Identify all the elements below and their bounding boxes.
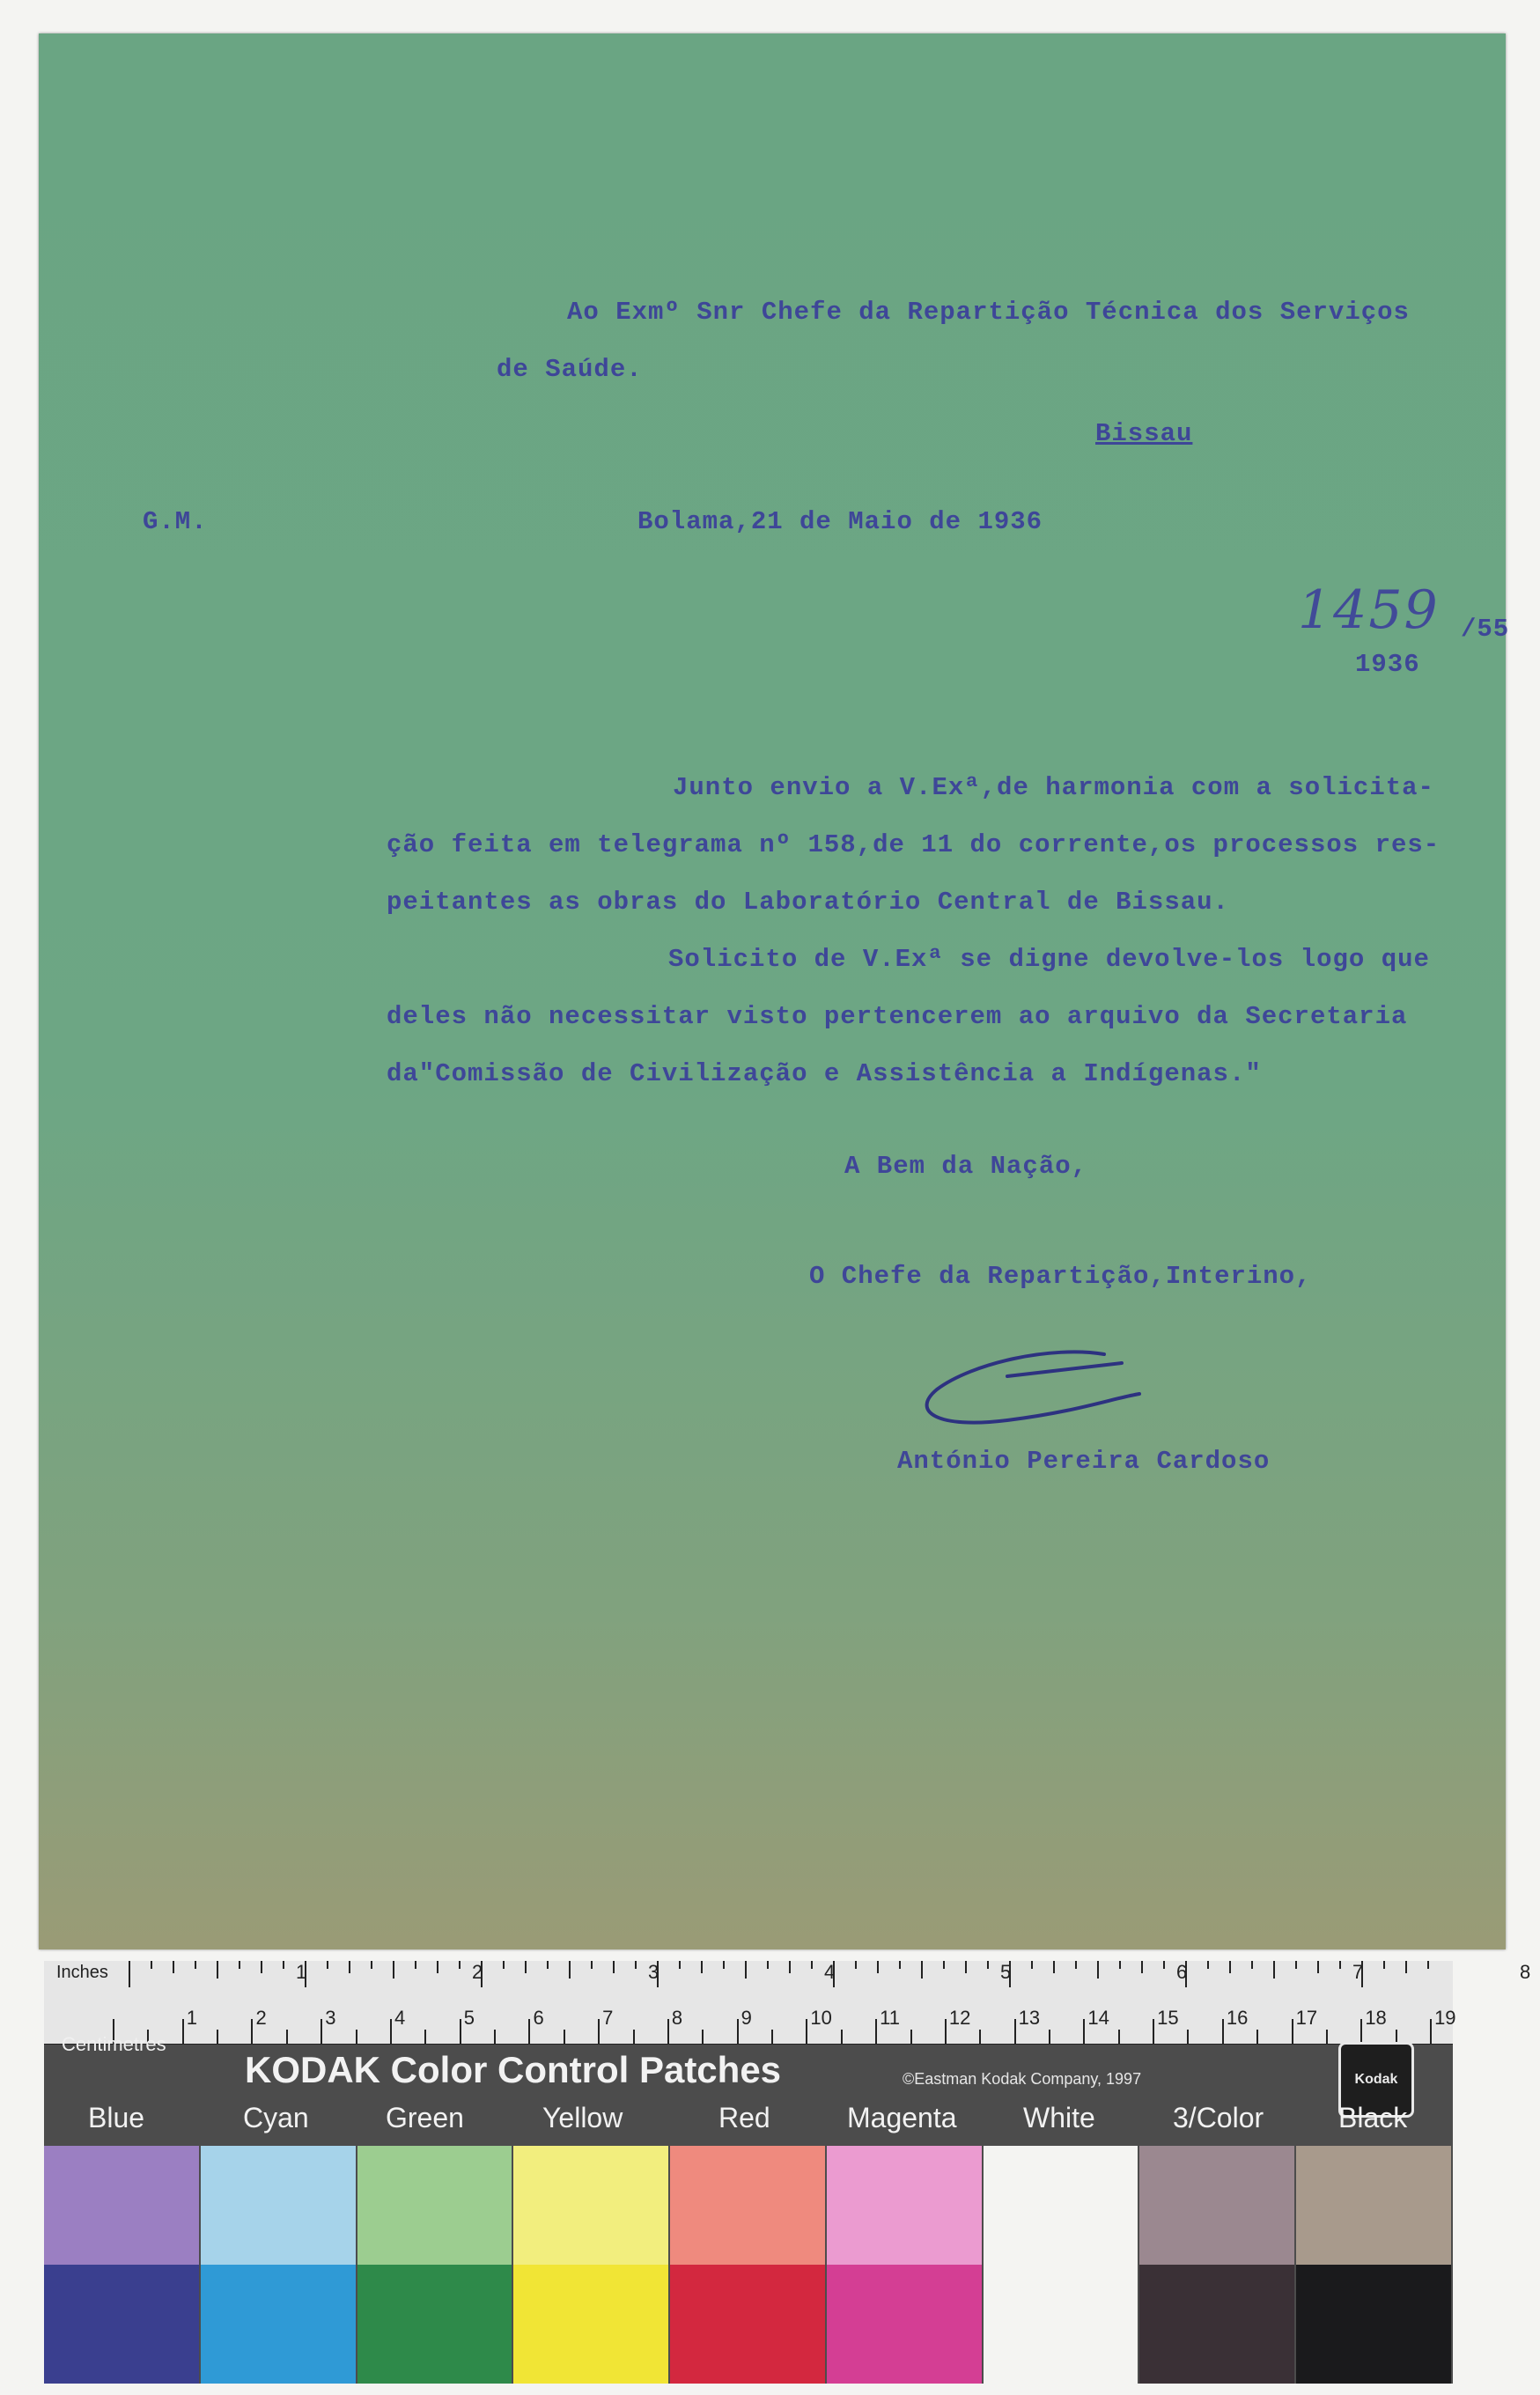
cm-tick	[1118, 2030, 1120, 2044]
sender-code: G.M.	[143, 507, 208, 536]
document-sheet	[39, 33, 1510, 1949]
cm-number: 2	[255, 2007, 267, 2029]
kodak-color-target	[44, 1961, 1531, 2384]
cm-tick	[737, 2019, 739, 2044]
body-line-5: deles não necessitar visto pertencerem ao arquivo da Secretaria	[387, 1002, 1408, 1031]
cm-tick	[598, 2019, 600, 2044]
cm-number: 13	[1018, 2007, 1041, 2029]
inch-tick	[173, 1961, 174, 1973]
inch-tick	[1163, 1961, 1165, 1969]
patch-green-light	[357, 2146, 512, 2265]
copyright-notice: ©Eastman Kodak Company, 1997	[903, 2070, 1142, 2088]
patch-black-light	[1296, 2146, 1451, 2265]
patch-yellow-dark	[513, 2265, 668, 2384]
cm-tick	[1256, 2030, 1258, 2044]
cm-number: 15	[1157, 2007, 1179, 2029]
patch-green-dark	[357, 2265, 512, 2384]
closing: A Bem da Nação,	[844, 1152, 1088, 1181]
inch-tick	[701, 1961, 703, 1973]
patch-3color-dark	[1139, 2265, 1294, 2384]
inch-tick	[987, 1961, 989, 1969]
cm-tick	[424, 2030, 426, 2044]
cm-number: 1	[186, 2007, 197, 2029]
patch-label: 3/Color	[1173, 2102, 1264, 2133]
cm-number: 19	[1434, 2007, 1456, 2029]
inch-tick	[679, 1961, 681, 1969]
inch-tick	[239, 1961, 240, 1969]
inch-tick	[1097, 1961, 1099, 1979]
patch-black-dark	[1296, 2265, 1451, 2384]
inch-tick	[591, 1961, 593, 1969]
body-line-6: da"Comissão de Civilização e Assistência a Indígenas."	[387, 1059, 1262, 1088]
patch-white-light	[984, 2146, 1138, 2265]
inch-tick	[767, 1961, 769, 1969]
cm-number: 18	[1365, 2007, 1387, 2029]
cm-tick	[1222, 2019, 1224, 2044]
date-line: Bolama,21 de Maio de 1936	[637, 507, 1043, 536]
cm-tick	[460, 2019, 461, 2044]
body-line-4: Solicito de V.Exª se digne devolve-los logo que	[668, 945, 1430, 974]
inch-tick	[1053, 1961, 1055, 1973]
patch-label: White	[1023, 2102, 1095, 2133]
inch-tick	[129, 1961, 130, 1987]
cm-number: 16	[1226, 2007, 1249, 2029]
inch-tick	[217, 1961, 218, 1979]
inch-tick	[1295, 1961, 1297, 1969]
inch-tick	[1427, 1961, 1429, 1969]
patch-label: Yellow	[542, 2102, 623, 2133]
patch-3color-light	[1139, 2146, 1294, 2265]
cm-tick	[910, 2030, 912, 2044]
patch-magenta-dark	[827, 2265, 982, 2384]
inch-tick	[1229, 1961, 1231, 1973]
inch-tick	[151, 1961, 152, 1969]
inch-number: 1	[296, 1961, 307, 1983]
inch-tick	[283, 1961, 284, 1969]
cm-tick	[564, 2030, 565, 2044]
cm-tick	[286, 2030, 288, 2044]
inch-tick	[943, 1961, 945, 1969]
cm-number: 12	[948, 2007, 971, 2029]
cm-tick	[1014, 2019, 1016, 2044]
inch-tick	[349, 1961, 350, 1973]
patch-magenta-light	[827, 2146, 982, 2265]
inch-tick	[899, 1961, 901, 1969]
handwritten-signature	[902, 1337, 1166, 1433]
address-line-2: de Saúde.	[497, 355, 643, 384]
patch-white-dark	[984, 2265, 1138, 2384]
cm-tick	[1049, 2030, 1050, 2044]
inch-tick	[569, 1961, 571, 1979]
patch-label: Magenta	[847, 2102, 957, 2133]
inch-tick	[635, 1961, 637, 1969]
cm-tick	[875, 2019, 877, 2044]
patch-label: Black	[1338, 2102, 1408, 2133]
inch-tick	[613, 1961, 615, 1973]
body-line-3: peitantes as obras do Laboratório Central de Bissau.	[387, 888, 1229, 917]
centimetres-label: Centimetres	[62, 2033, 166, 2055]
patch-blue-dark	[44, 2265, 199, 2384]
inch-tick	[547, 1961, 549, 1969]
inch-tick	[855, 1961, 857, 1969]
inch-number: 7	[1352, 1961, 1364, 1983]
cm-tick	[979, 2030, 981, 2044]
inch-tick	[327, 1961, 328, 1969]
cm-tick	[1360, 2019, 1362, 2044]
cm-tick	[1153, 2019, 1154, 2044]
cm-number: 10	[810, 2007, 832, 2029]
inch-number: 2	[472, 1961, 483, 1983]
inch-tick	[459, 1961, 461, 1969]
inch-tick	[1317, 1961, 1319, 1973]
patch-yellow-light	[513, 2146, 668, 2265]
destination: Bissau	[1095, 419, 1193, 448]
cm-tick	[528, 2019, 530, 2044]
inch-tick	[1383, 1961, 1385, 1969]
cm-tick	[667, 2019, 669, 2044]
inch-tick	[261, 1961, 262, 1973]
cm-number: 17	[1295, 2007, 1318, 2029]
cm-tick	[1430, 2019, 1432, 2044]
inch-tick	[723, 1961, 725, 1969]
inch-tick	[415, 1961, 416, 1969]
inch-tick	[811, 1961, 813, 1969]
inch-tick	[921, 1961, 923, 1979]
inch-tick	[1273, 1961, 1275, 1979]
cm-number: 11	[880, 2007, 900, 2029]
patch-cyan-dark	[201, 2265, 356, 2384]
patch-red-dark	[670, 2265, 825, 2384]
inch-tick	[965, 1961, 967, 1973]
inch-number: 4	[824, 1961, 836, 1983]
patch-label: Cyan	[243, 2102, 309, 2133]
cm-tick	[771, 2030, 773, 2044]
patch-red-light	[670, 2146, 825, 2265]
patch-cyan-light	[201, 2146, 356, 2265]
inch-tick	[745, 1961, 747, 1979]
inch-tick	[1031, 1961, 1033, 1969]
signature-title: O Chefe da Repartição,Interino,	[809, 1262, 1312, 1291]
inch-number: 3	[648, 1961, 659, 1983]
cm-number: 6	[533, 2007, 544, 2029]
cm-number: 7	[602, 2007, 614, 2029]
cm-tick	[356, 2030, 357, 2044]
kodak-logo-text: Kodak	[1354, 2072, 1398, 2087]
cm-number: 14	[1087, 2007, 1109, 2029]
patch-label: Blue	[88, 2102, 145, 2133]
inch-number: 6	[1176, 1961, 1188, 1983]
inch-tick	[1141, 1961, 1143, 1973]
cm-tick	[494, 2030, 496, 2044]
inch-tick	[1075, 1961, 1077, 1969]
handwritten-reference: 1459	[1298, 579, 1440, 641]
inch-tick	[393, 1961, 394, 1979]
cm-tick	[1292, 2019, 1293, 2044]
cm-tick	[251, 2019, 253, 2044]
body-line-1: Junto envio a V.Exª,de harmonia com a solicita-	[673, 773, 1434, 802]
reference-year: 1936	[1355, 650, 1420, 679]
signature-name: António Pereira Cardoso	[897, 1447, 1271, 1476]
body-line-2: ção feita em telegrama nº 158,de 11 do corrente,os processos res-	[387, 830, 1441, 859]
cm-number: 3	[325, 2007, 336, 2029]
inch-tick	[789, 1961, 791, 1973]
cm-tick	[633, 2030, 635, 2044]
target-title: KODAK Color Control Patches	[245, 2049, 782, 2090]
inches-label: Inches	[56, 1963, 108, 1982]
cm-number: 8	[671, 2007, 683, 2029]
cm-tick	[182, 2019, 184, 2044]
inch-tick	[1251, 1961, 1253, 1969]
cm-tick	[217, 2030, 218, 2044]
patch-label: Green	[386, 2102, 464, 2133]
cm-tick	[945, 2019, 947, 2044]
inch-number: 5	[1000, 1961, 1012, 1983]
patch-blue-light	[44, 2146, 199, 2265]
inch-tick	[1119, 1961, 1121, 1969]
cm-tick	[702, 2030, 704, 2044]
cm-number: 4	[394, 2007, 406, 2029]
cm-tick	[321, 2019, 322, 2044]
inch-tick	[371, 1961, 372, 1969]
inch-tick	[195, 1961, 196, 1969]
patch-label: Red	[718, 2102, 770, 2133]
measurement-ruler	[44, 1961, 1531, 2045]
inch-tick	[525, 1961, 527, 1973]
cm-tick	[390, 2019, 392, 2044]
inch-tick	[437, 1961, 438, 1973]
cm-tick	[1187, 2030, 1189, 2044]
inch-tick	[1207, 1961, 1209, 1969]
cm-tick	[1326, 2030, 1328, 2044]
cm-number: 5	[463, 2007, 475, 2029]
cm-tick	[1083, 2019, 1085, 2044]
address-line-1: Ao Exmº Snr Chefe da Repartição Técnica dos Serviços	[567, 298, 1410, 327]
inch-tick	[877, 1961, 879, 1973]
reference-suffix: /55	[1461, 615, 1510, 644]
cm-number: 9	[741, 2007, 752, 2029]
inch-tick	[1339, 1961, 1341, 1969]
inch-number: 8	[1520, 1961, 1531, 1983]
cm-tick	[806, 2019, 807, 2044]
inch-tick	[1405, 1961, 1407, 1973]
cm-tick	[841, 2030, 843, 2044]
inch-tick	[503, 1961, 505, 1969]
